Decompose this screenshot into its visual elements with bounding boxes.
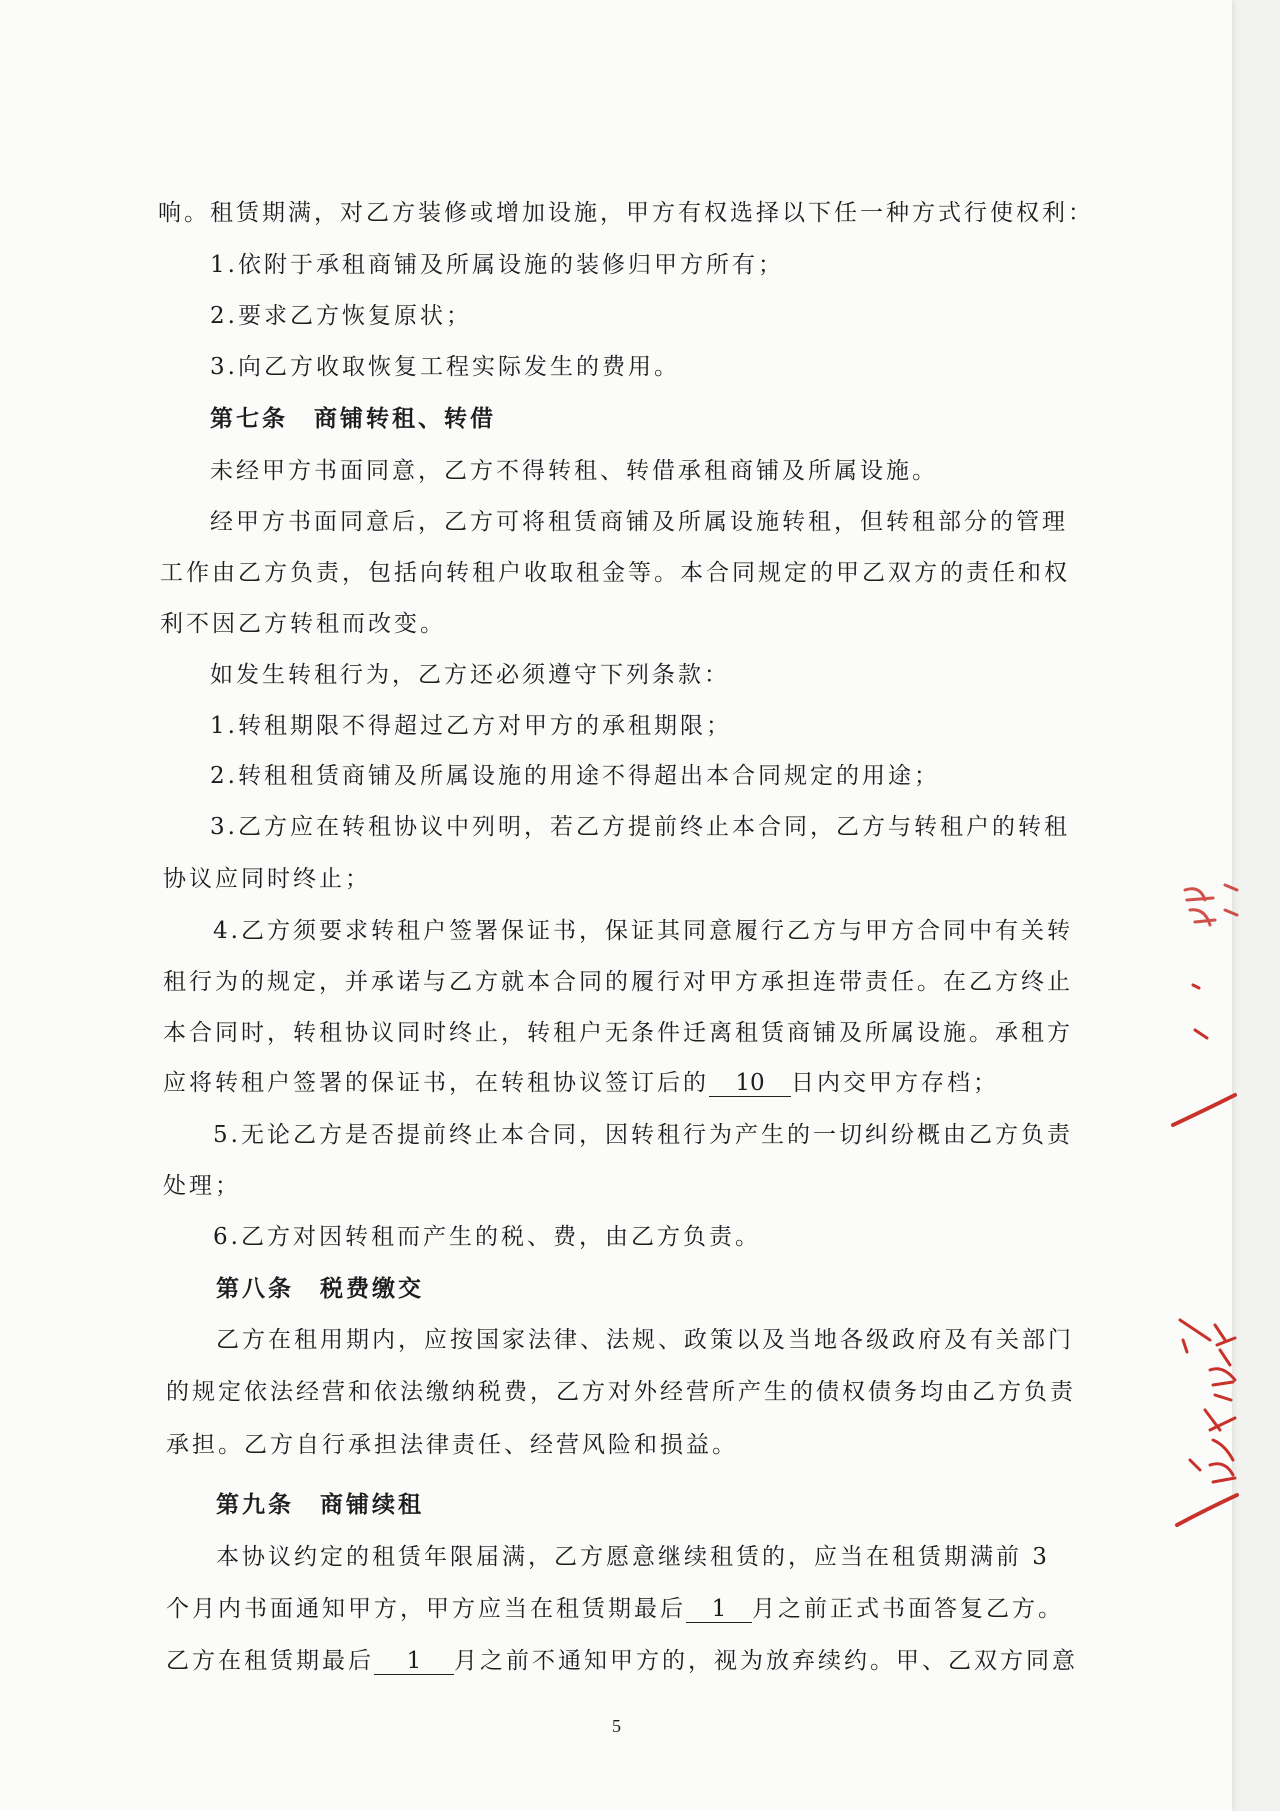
text-line: 未经甲方书面同意，乙方不得转租、转借承租商铺及所属设施。 (210, 458, 938, 484)
text-line: 工作由乙方负责，包括向转租户收取租金等。本合同规定的甲乙双方的责任和权 (160, 560, 1070, 586)
text-segment: 日内交甲方存档； (791, 1070, 999, 1096)
text-segment: 乙方在租赁期最后 (166, 1648, 374, 1674)
text-line: 利不因乙方转租而改变。 (160, 611, 446, 637)
text-line: 1.转租期限不得超过乙方对甲方的承租期限； (210, 713, 732, 739)
text-line: 2.转租租赁商铺及所属设施的用途不得超出本合同规定的用途； (210, 763, 940, 789)
text-line: 租行为的规定，并承诺与乙方就本合同的履行对甲方承担连带责任。在乙方终止 (163, 969, 1073, 995)
text-line: 本合同时，转租协议同时终止，转租户无条件迁离租赁商铺及所属设施。承租方 (163, 1020, 1073, 1046)
text-line: 的规定依法经营和依法缴纳税费，乙方对外经营所产生的债权债务均由乙方负责 (166, 1379, 1076, 1405)
text-line: 5.无论乙方是否提前终止本合同，因转租行为产生的一切纠纷概由乙方负责 (213, 1122, 1073, 1148)
fill-blank: 1 (374, 1648, 454, 1675)
text-line: 4.乙方须要求转租户签署保证书，保证其同意履行乙方与甲方合同中有关转 (213, 918, 1073, 944)
page-number: 5 (612, 1716, 621, 1736)
text-line: 承担。乙方自行承担法律责任、经营风险和损益。 (166, 1432, 738, 1458)
text-line: 6.乙方对因转租而产生的税、费，由乙方负责。 (213, 1224, 761, 1250)
fill-blank: 1 (686, 1596, 752, 1623)
text-line (163, 1068, 999, 1098)
text-segment: 月之前正式书面答复乙方。 (752, 1596, 1064, 1622)
text-line: 经甲方书面同意后，乙方可将租赁商铺及所属设施转租，但转租部分的管理 (210, 509, 1068, 535)
text-line: 乙方在租用期内，应按国家法律、法规、政策以及当地各级政府及有关部门 (216, 1327, 1074, 1353)
section-heading: 第七条 商铺转租、转借 (210, 405, 496, 432)
fill-blank: 10 (709, 1070, 791, 1097)
text-line (166, 1594, 1064, 1624)
text-line: 如发生转租行为，乙方还必须遵守下列条款： (210, 662, 730, 688)
text-line (166, 1646, 1078, 1676)
text-segment: 月之前不通知甲方的，视为放弃续约。甲、乙双方同意 (454, 1648, 1078, 1674)
text-segment: 个月内书面通知甲方，甲方应当在租赁期最后 (166, 1596, 686, 1622)
text-line: 3.乙方应在转租协议中列明，若乙方提前终止本合同，乙方与转租户的转租 (210, 814, 1070, 840)
section-heading: 第八条 税费缴交 (216, 1275, 424, 1302)
text-line: 响。租赁期满，对乙方装修或增加设施，甲方有权选择以下任一种方式行使权利： (158, 200, 1094, 226)
text-line: 处理； (163, 1173, 241, 1199)
text-segment: 应将转租户签署的保证书，在转租协议签订后的 (163, 1070, 709, 1096)
seal-stamp-fragment (1165, 870, 1240, 1550)
text-line: 2.要求乙方恢复原状； (210, 303, 472, 329)
text-line: 协议应同时终止； (163, 866, 371, 892)
section-heading: 第九条 商铺续租 (216, 1491, 424, 1518)
text-line: 3.向乙方收取恢复工程实际发生的费用。 (210, 354, 680, 380)
text-line: 1.依附于承租商铺及所属设施的装修归甲方所有； (210, 252, 784, 278)
text-line: 本协议约定的租赁年限届满，乙方愿意继续租赁的，应当在租赁期满前 3 (216, 1544, 1050, 1570)
